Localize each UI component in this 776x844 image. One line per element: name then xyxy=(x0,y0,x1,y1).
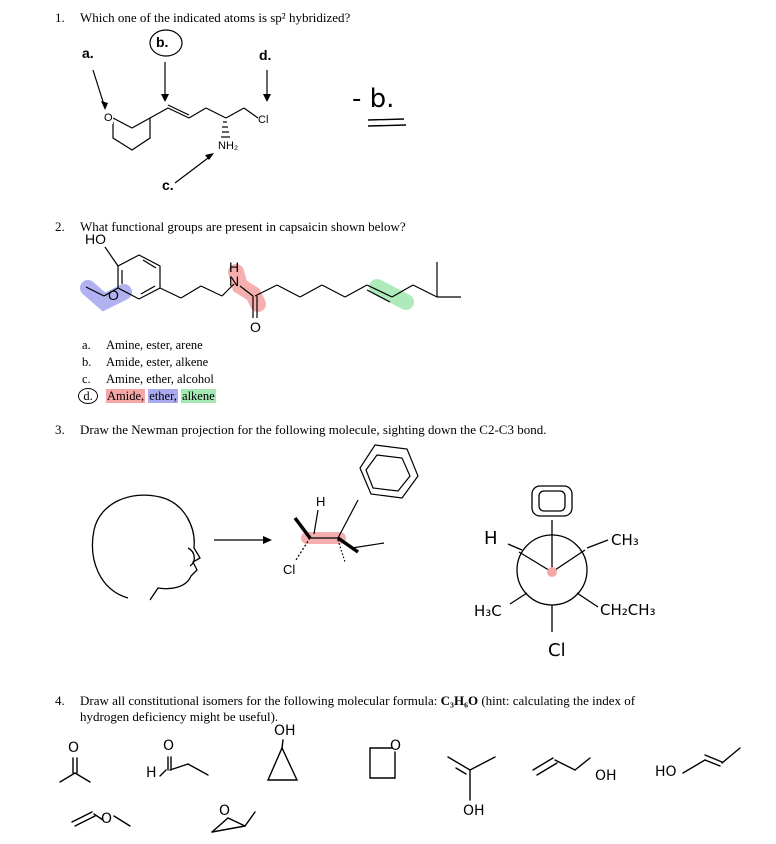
isomer-oh-bottom: OH xyxy=(463,803,485,819)
question-3 xyxy=(55,422,755,438)
newman-h3c: H₃C xyxy=(474,602,502,620)
molecular-formula: C₃H₆O xyxy=(440,693,479,708)
isomer-o-oxetane: O xyxy=(390,738,402,754)
question-text: Which one of the indicated atoms is sp² hybridized? xyxy=(80,10,351,25)
question-text-line1-suffix: (hint: calculating the index of xyxy=(478,693,636,708)
atom-ether-o: O xyxy=(108,287,119,303)
question-1 xyxy=(55,10,755,26)
atom-h: H xyxy=(316,494,326,509)
option-b[interactable] xyxy=(82,355,209,369)
atom-nh-h: H xyxy=(229,259,240,275)
label-c: c. xyxy=(162,177,174,193)
question-text: Draw the Newman projection for the following molecule, sighting down the C2-C3 bond. xyxy=(80,422,547,437)
atom-carbonyl-o: O xyxy=(250,319,261,335)
isomer-oh-top: OH xyxy=(274,723,296,739)
option-text: Amine, ether, alcohol xyxy=(106,372,214,386)
isomer-o-ring: O xyxy=(219,803,231,819)
newman-h: H xyxy=(484,528,498,549)
atom-cl: Cl xyxy=(283,562,296,577)
atom-cl: Cl xyxy=(258,114,269,126)
atom-o: O xyxy=(104,112,113,124)
isomer-o-ether: O xyxy=(101,811,113,827)
newman-cl: Cl xyxy=(548,640,566,661)
isomer-oh-right: OH xyxy=(595,768,617,784)
option-letter: c. xyxy=(82,372,91,386)
highlight-amide: Amide, xyxy=(107,389,145,403)
isomer-ho-right: HO xyxy=(655,764,677,780)
isomer-o-acetone: O xyxy=(68,740,80,756)
label-d: d. xyxy=(259,47,272,63)
handwritten-answer: - b. xyxy=(352,84,395,114)
question-text-line1: Draw all constitutional isomers for the following molecular formula: xyxy=(80,693,441,708)
option-letter: b. xyxy=(82,355,92,369)
option-text xyxy=(106,389,216,403)
highlight-ether: ether, xyxy=(149,389,177,403)
newman-ch3: CH₃ xyxy=(611,531,639,549)
label-b: b. xyxy=(156,34,169,50)
isomer-h: H xyxy=(146,765,157,781)
question-text-line2: hydrogen deficiency might be useful). xyxy=(80,709,279,724)
question-text xyxy=(80,693,635,708)
isomer-o-aldehyde: O xyxy=(163,738,175,754)
question-text: What functional groups are present in capsaicin shown below? xyxy=(80,219,406,234)
newman-ch2ch3: CH₂CH₃ xyxy=(600,601,656,619)
option-text: Amine, ester, arene xyxy=(106,338,203,352)
atom-nh-n: N xyxy=(229,273,240,289)
highlight-alkene: alkene xyxy=(182,389,215,403)
question-4 xyxy=(55,693,755,725)
question-number: 1. xyxy=(55,10,65,25)
question-number: 3. xyxy=(55,422,65,437)
atom-ho: HO xyxy=(85,231,106,247)
option-c[interactable] xyxy=(82,372,214,386)
option-a[interactable] xyxy=(82,338,203,352)
question-number: 4. xyxy=(55,693,65,708)
label-a: a. xyxy=(82,45,94,61)
question-2 xyxy=(55,219,755,235)
option-letter: d. xyxy=(78,388,98,404)
option-letter: a. xyxy=(82,338,91,352)
atom-nh2: NH₂ xyxy=(218,140,239,152)
question-number: 2. xyxy=(55,219,65,234)
option-text: Amide, ester, alkene xyxy=(106,355,209,369)
